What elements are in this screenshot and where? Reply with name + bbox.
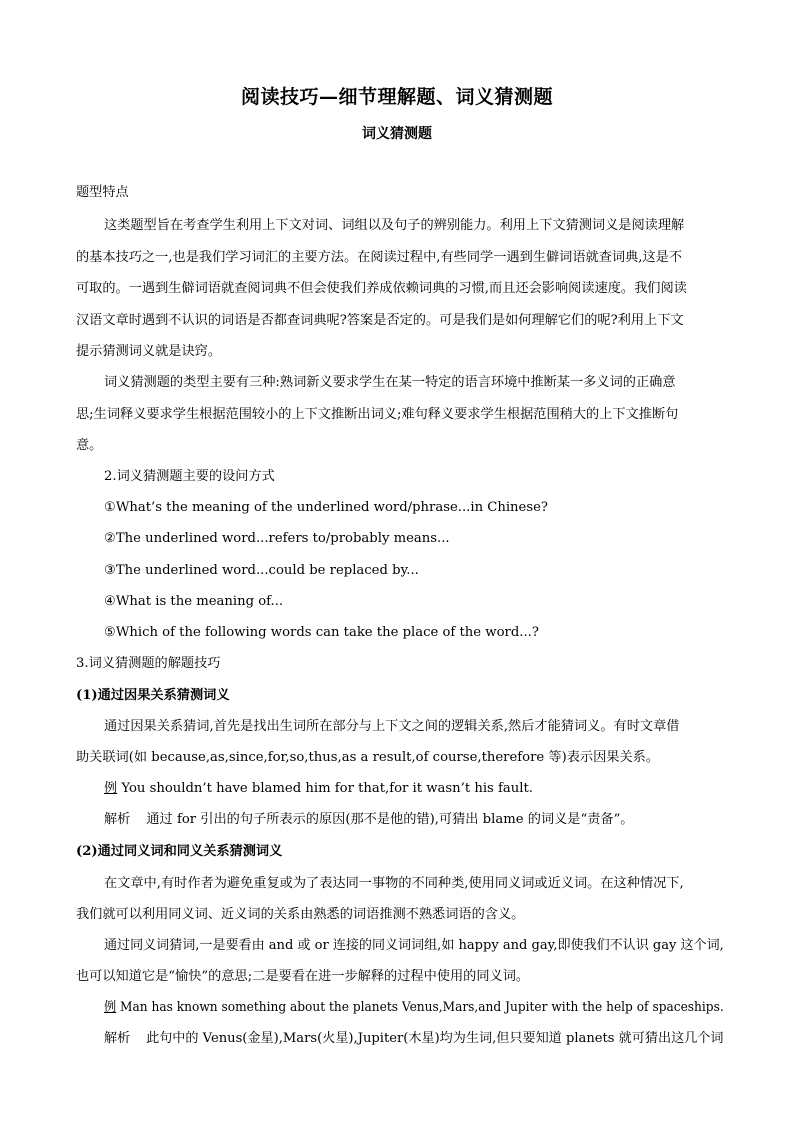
example-1 [104,780,533,798]
analysis-label: 解析 [104,1031,131,1046]
analysis-text: 此句中的 Venus(金星),Mars(火星),Jupiter(木星)均为生词,但只要知道 planets 就可猜出这几个词 [146,1031,724,1046]
skills-heading: 3.词义猜测题的解题技巧 [76,656,221,671]
para2-line: 思;生词释义要求学生根据范围较小的上下文推断出词义;难句释义要求学生根据范围稍大的上下文推断句 [76,407,679,422]
para2-line: 词义猜测题的类型主要有三种:熟词新义要求学生在某一特定的语言环境中推断某一多义词的正确意 [104,375,676,390]
page-title: 阅读技巧—细节理解题、词义猜测题 [240,86,553,108]
section-label: 题型特点 [76,185,129,200]
question-heading: 2.词义猜测题主要的设问方式 [104,469,275,484]
example-2 [104,999,724,1017]
example-label: 例 [104,781,118,796]
example-text: Man has known something about the planets Venus,Mars,and Jupiter with the help of spaceships. [116,1000,724,1015]
para1-line: 汉语文章时遇到不认识的词语是否都查词典呢?答案是否定的。可是我们是如何理解它们的呢?利用上下文 [76,313,684,328]
question-item: ②The underlined word...refers to/probably means... [104,531,450,546]
para2-line: 意。 [76,438,103,453]
subheading-cause: (1)通过因果关系猜测词义 [76,688,230,703]
para1-line: 提示猜测词义就是诀窍。 [76,344,222,359]
analysis-label: 解析 [104,812,131,827]
analysis-text: 通过 for 引出的句子所表示的原因(那不是他的错),可猜出 blame 的词义是“责备”。 [146,812,634,827]
example-label: 例 [104,1000,117,1015]
analysis-1 [104,811,634,829]
para1-line: 可取的。一遇到生僻词语就查阅词典不但会使我们养成依赖词典的习惯,而且还会影响阅读速度。我们阅读 [76,281,687,296]
para1-line: 的基本技巧之一,也是我们学习词汇的主要方法。在阅读过程中,有些同学一遇到生僻词语就查词典,这是不 [76,250,683,265]
page-subtitle: 词义猜测题 [362,126,432,142]
question-item: ①What’s the meaning of the underlined word/phrase...in Chinese? [104,500,548,515]
synonym-line: 我们就可以利用同义词、近义词的关系由熟悉的词语推测不熟悉词语的含义。 [76,907,525,922]
cause-line: 助关联词(如 because,as,since,for,so,thus,as a result,of course,therefore 等)表示因果关系。 [76,750,660,765]
synonym-line: 也可以知道它是“愉快”的意思;二是要看在进一步解释的过程中使用的同义词。 [76,969,530,984]
para1-line: 这类题型旨在考查学生利用上下文对词、词组以及句子的辨别能力。利用上下文猜测词义是阅读理解 [104,218,685,233]
question-item: ③The underlined word...could be replaced by... [104,563,419,578]
subheading-synonym: (2)通过同义词和同义关系猜测词义 [76,844,283,859]
synonym-line: 在文章中,有时作者为避免重复或为了表达同一事物的不同种类,使用同义词或近义词。在这种情况下, [104,876,684,891]
synonym-line: 通过同义词猜词,一是要看由 and 或 or 连接的同义词词组,如 happy and gay,即使我们不认识 gay 这个词, [104,938,724,953]
question-item: ④What is the meaning of... [104,594,284,609]
cause-line: 通过因果关系猜词,首先是找出生词所在部分与上下文之间的逻辑关系,然后才能猜词义。有时文章借 [104,719,680,734]
question-item: ⑤Which of the following words can take the place of the word...? [104,625,539,640]
analysis-2 [104,1030,724,1048]
example-text: You shouldn’t have blamed him for that,for it wasn’t his fault. [117,781,533,796]
